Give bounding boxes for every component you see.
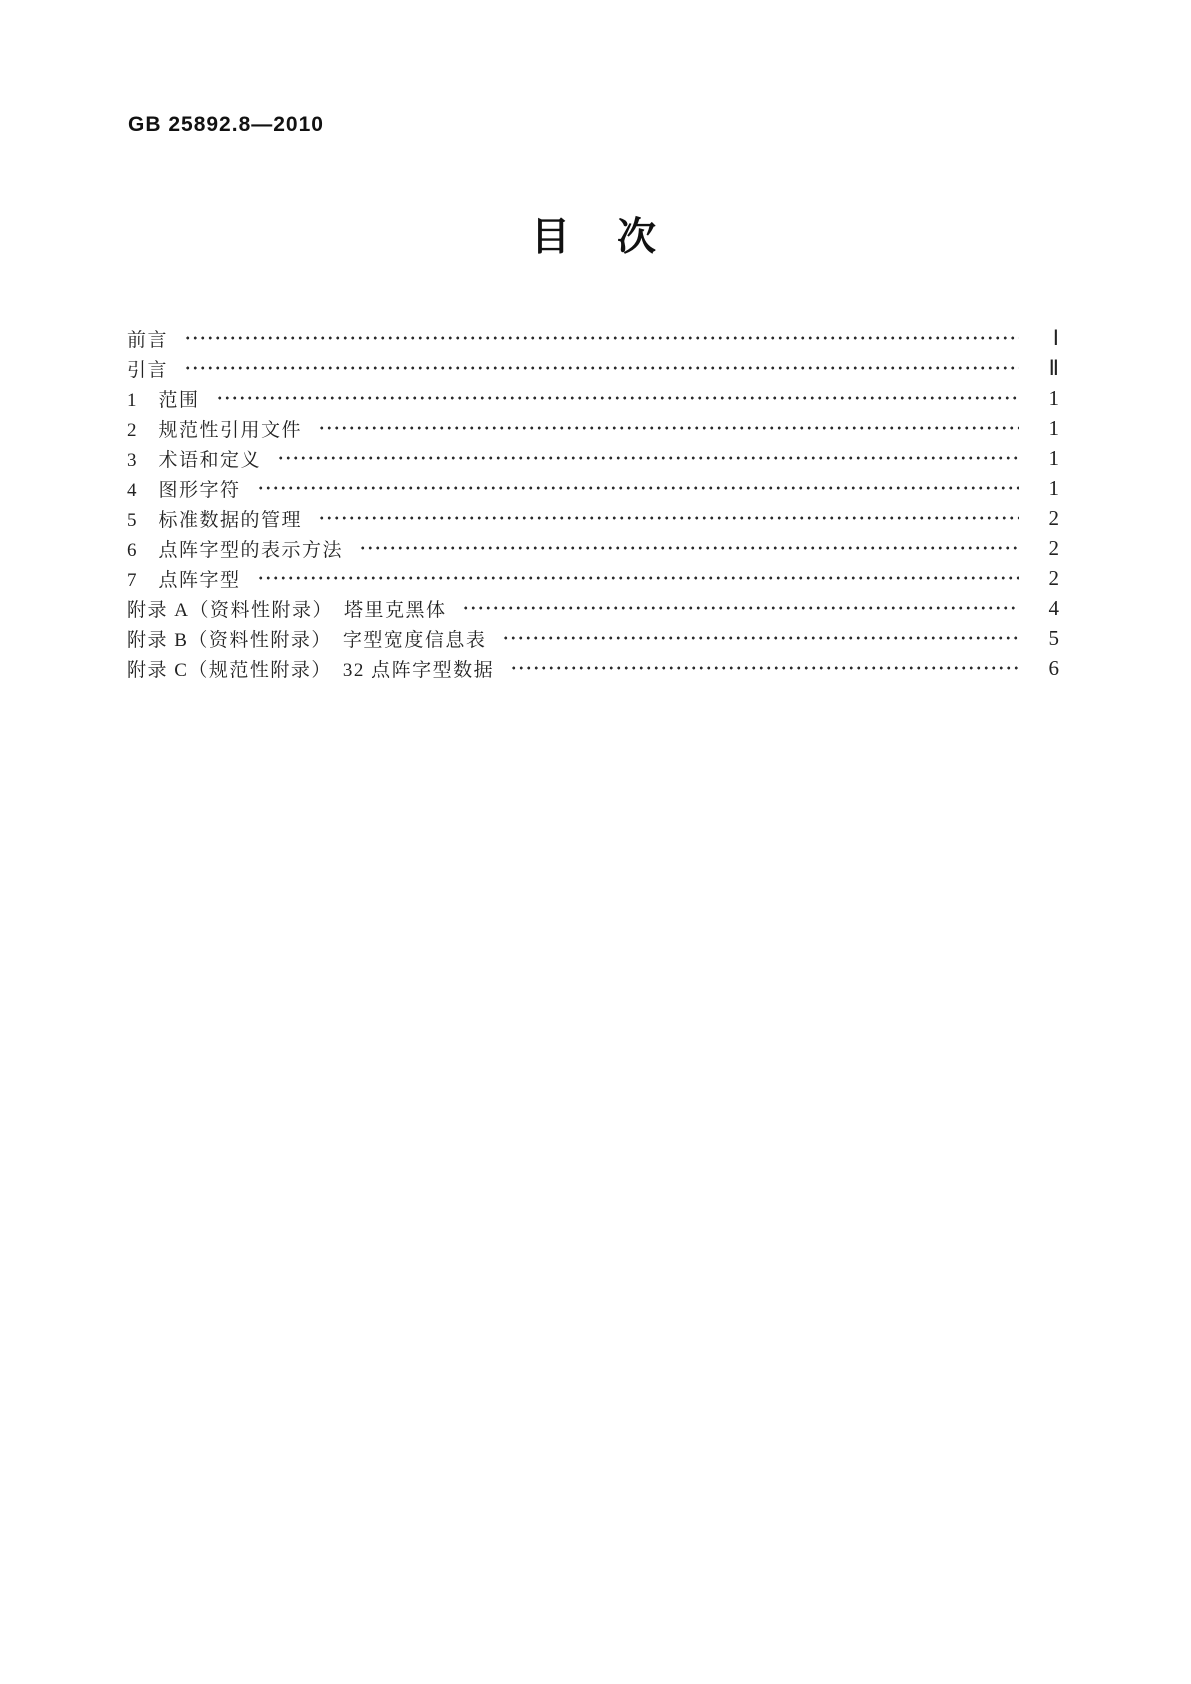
dot-leader bbox=[460, 600, 1019, 616]
toc-entry bbox=[127, 383, 1059, 413]
toc-entry bbox=[127, 593, 1059, 623]
toc-entry-page: 1 bbox=[1048, 385, 1059, 410]
toc-entry-page: 1 bbox=[1048, 475, 1059, 500]
table-of-contents bbox=[127, 323, 1059, 683]
dot-leader bbox=[508, 660, 1019, 676]
toc-entry-label: 附录 C（规范性附录） 32 点阵字型数据 bbox=[127, 659, 495, 681]
toc-entry-label: 3 术语和定义 bbox=[127, 449, 262, 471]
toc-entry bbox=[127, 503, 1059, 533]
toc-entry bbox=[127, 323, 1059, 353]
toc-entry-page: 6 bbox=[1048, 655, 1059, 680]
toc-entry-page: 2 bbox=[1048, 535, 1059, 560]
toc-entry bbox=[127, 533, 1059, 563]
dot-leader bbox=[182, 360, 1019, 376]
toc-entry bbox=[127, 443, 1059, 473]
toc-entry-label: 4 图形字符 bbox=[127, 479, 241, 501]
dot-leader bbox=[316, 510, 1019, 526]
toc-entry-page: 2 bbox=[1048, 505, 1059, 530]
toc-entry bbox=[127, 563, 1059, 593]
toc-entry-page: 5 bbox=[1048, 625, 1059, 650]
dot-leader bbox=[255, 480, 1019, 496]
toc-entry bbox=[127, 353, 1059, 383]
toc-entry-label: 6 点阵字型的表示方法 bbox=[127, 539, 344, 561]
toc-entry-page: 4 bbox=[1048, 595, 1059, 620]
toc-entry-page: Ⅱ bbox=[1048, 355, 1059, 380]
toc-entry-page: Ⅰ bbox=[1052, 325, 1059, 350]
dot-leader bbox=[214, 390, 1019, 406]
toc-entry-label: 1 范围 bbox=[127, 389, 200, 411]
dot-leader bbox=[316, 420, 1019, 436]
toc-entry-label: 前言 bbox=[127, 329, 169, 351]
toc-entry-page: 1 bbox=[1048, 445, 1059, 470]
toc-entry-label: 附录 B（资料性附录） 字型宽度信息表 bbox=[127, 629, 487, 651]
toc-entry-label: 引言 bbox=[127, 359, 169, 381]
toc-entry-label: 2 规范性引用文件 bbox=[127, 419, 303, 441]
dot-leader bbox=[255, 570, 1019, 586]
toc-entry bbox=[127, 473, 1059, 503]
toc-entry bbox=[127, 653, 1059, 683]
toc-entry-label: 7 点阵字型 bbox=[127, 569, 241, 591]
page-title: 目 次 bbox=[530, 216, 660, 259]
toc-entry-label: 附录 A（资料性附录） 塔里克黑体 bbox=[127, 599, 447, 621]
toc-entry-page: 2 bbox=[1048, 565, 1059, 590]
dot-leader bbox=[357, 540, 1019, 556]
toc-entry-page: 1 bbox=[1048, 415, 1059, 440]
standard-number: GB 25892.8—2010 bbox=[128, 113, 324, 136]
dot-leader bbox=[275, 450, 1019, 466]
toc-entry bbox=[127, 413, 1059, 443]
toc-entry bbox=[127, 623, 1059, 653]
toc-entry-label: 5 标准数据的管理 bbox=[127, 509, 303, 531]
dot-leader bbox=[182, 330, 1019, 346]
dot-leader bbox=[500, 630, 1019, 646]
